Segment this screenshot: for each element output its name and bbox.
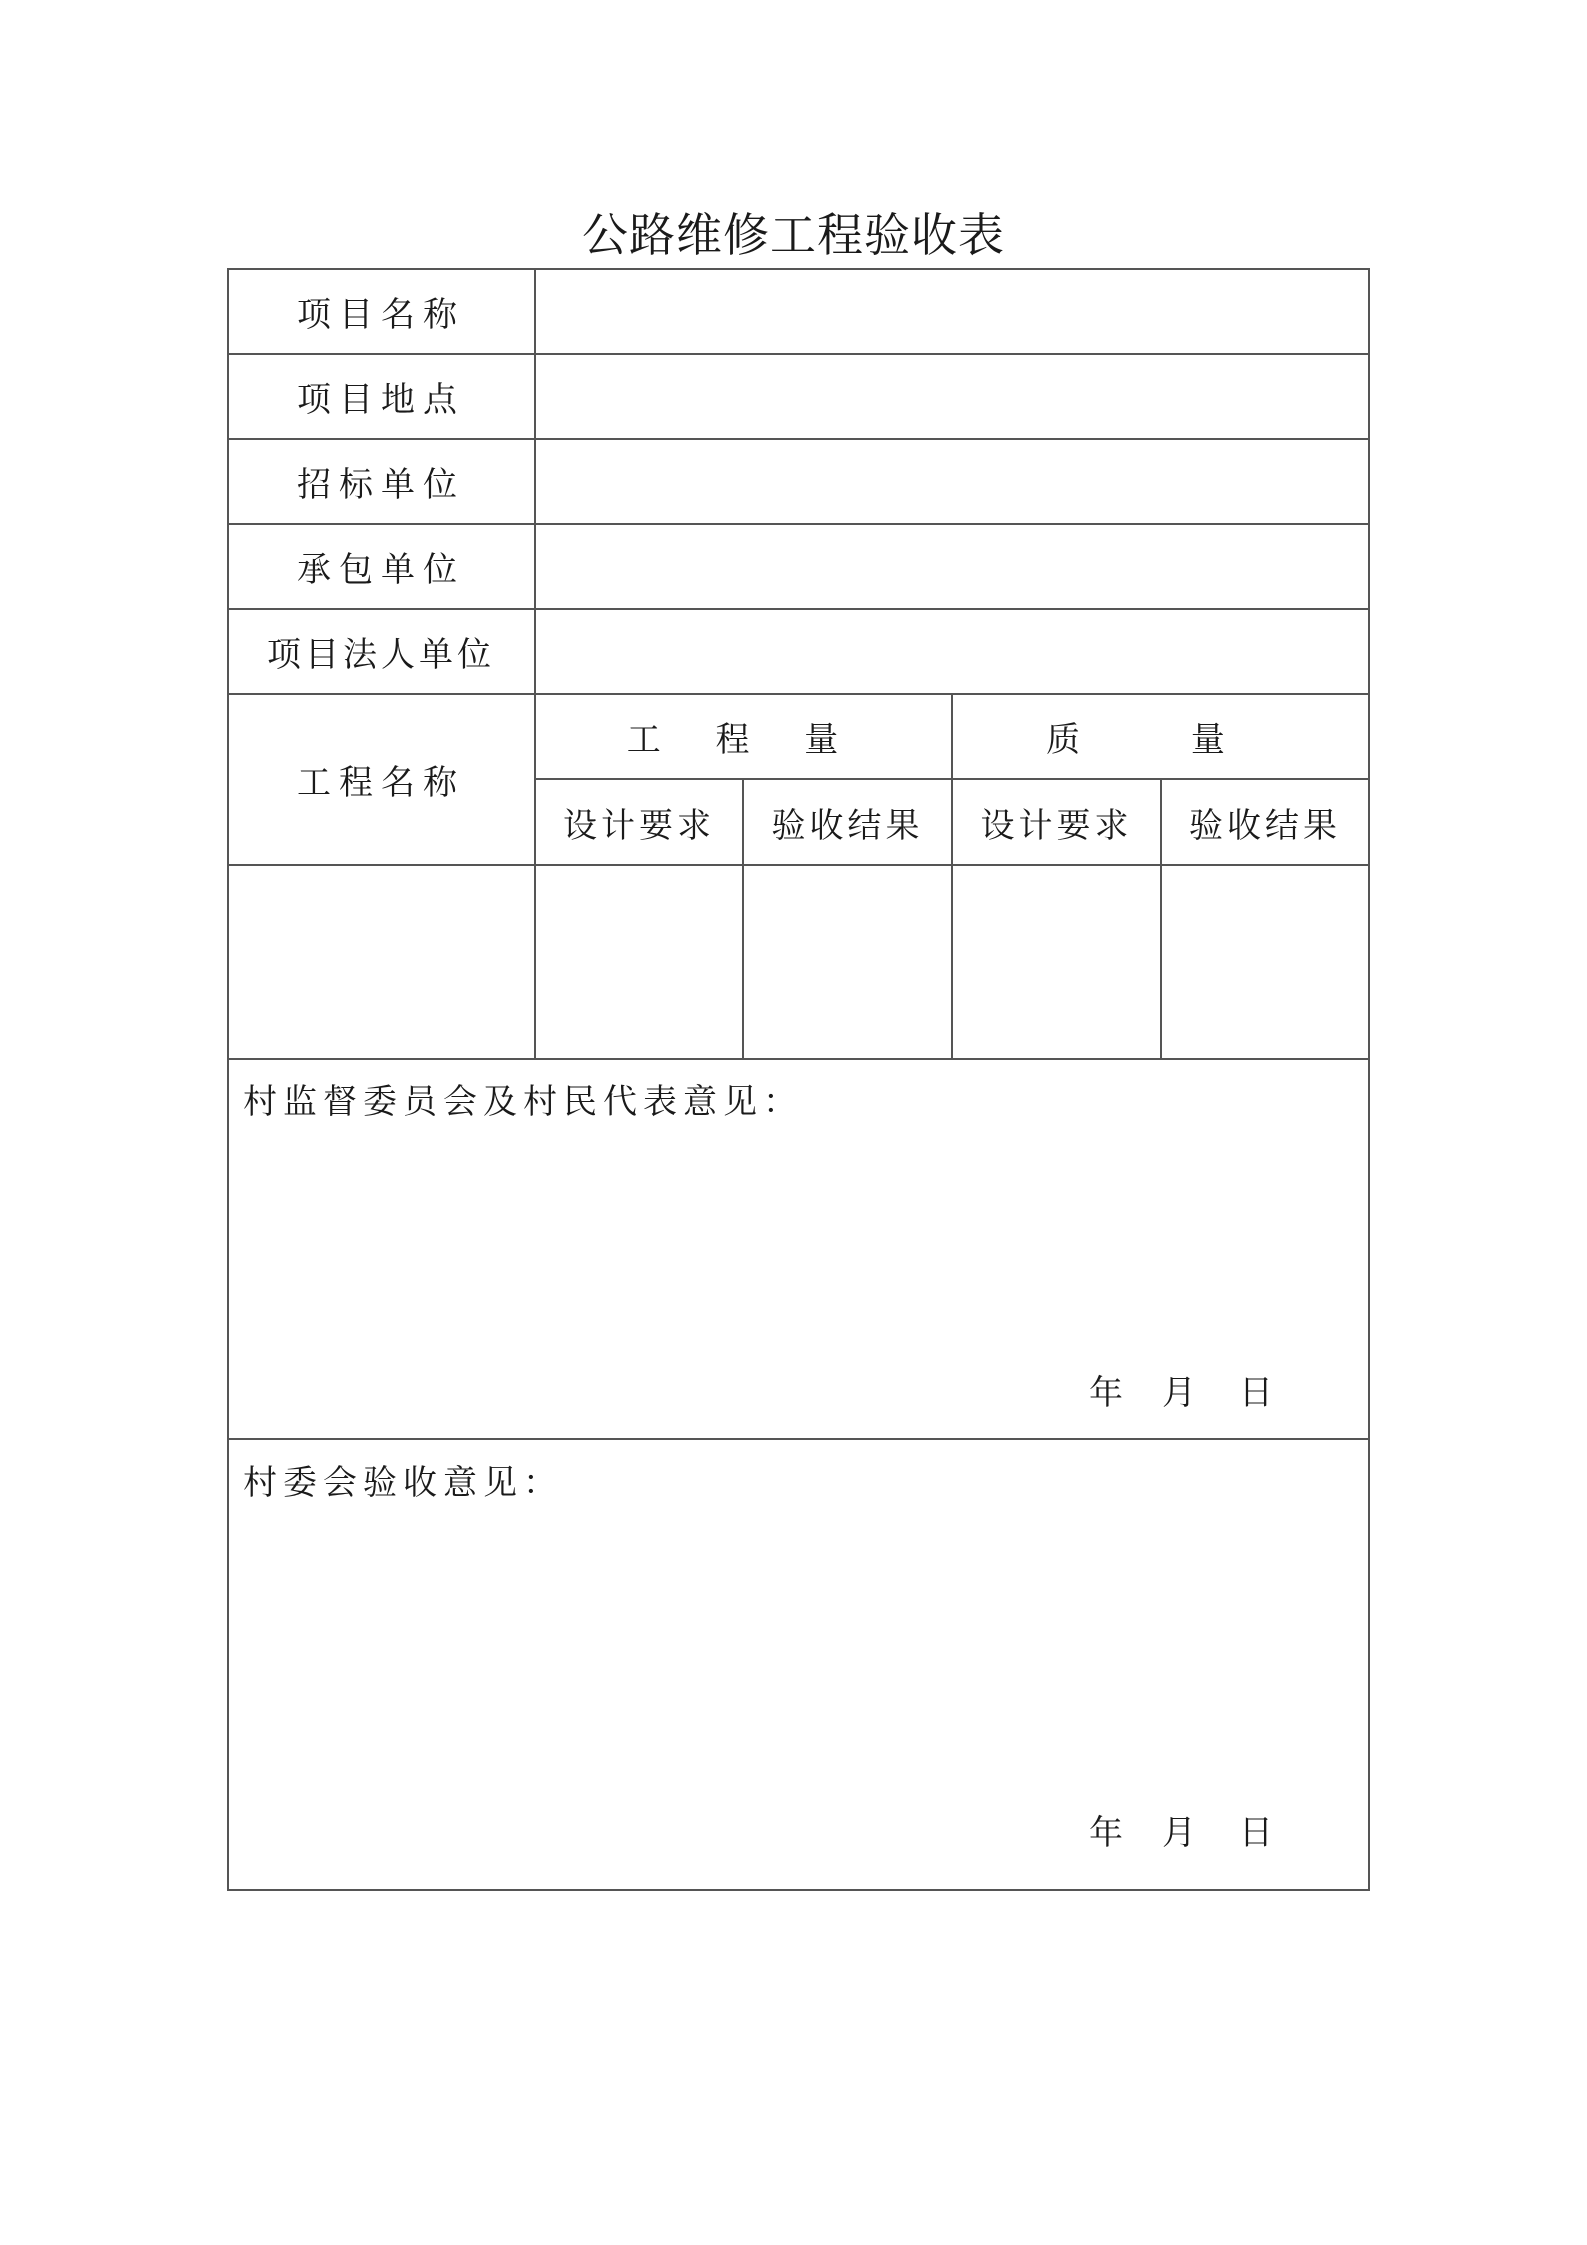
field-input-tendering-unit[interactable] — [536, 440, 1368, 523]
table-border-right — [1368, 268, 1370, 1891]
acceptance-form-table — [227, 268, 1370, 1891]
field-input-contractor[interactable] — [536, 525, 1368, 608]
row-divider — [227, 1438, 1370, 1440]
field-label-contractor: 承包单位 — [297, 550, 465, 590]
village-committee-opinion-area[interactable] — [229, 1508, 1368, 1878]
opinion-1-month-label: 月 — [1162, 1373, 1196, 1413]
quantity-design-cell[interactable] — [536, 866, 742, 1058]
quality-result-cell[interactable] — [1162, 866, 1368, 1058]
field-input-project-name[interactable] — [536, 270, 1368, 353]
field-input-legal-entity[interactable] — [536, 610, 1368, 693]
opinion-2-year-label: 年 — [1089, 1813, 1123, 1853]
quantity-acceptance-result-header: 验收结果 — [771, 805, 924, 846]
engineering-name-header: 工程名称 — [297, 763, 465, 803]
quality-design-requirement-header: 设计要求 — [980, 805, 1133, 846]
row-divider — [227, 1058, 1370, 1060]
table-border-bottom — [227, 1889, 1370, 1891]
supervision-committee-opinion-area[interactable] — [229, 1128, 1368, 1428]
quality-acceptance-result-header: 验收结果 — [1189, 805, 1341, 846]
opinion-1-day-label: 日 — [1239, 1373, 1273, 1413]
quantity-header: 工 程 量 — [626, 720, 861, 760]
field-label-tendering-unit: 招标单位 — [297, 465, 465, 505]
field-label-legal-entity: 项目法人单位 — [267, 635, 495, 675]
quantity-design-requirement-header: 设计要求 — [563, 805, 715, 846]
opinion-1-year-label: 年 — [1089, 1373, 1123, 1413]
village-committee-opinion-label: 村委会验收意见： — [243, 1463, 563, 1503]
field-label-project-location: 项目地点 — [297, 380, 465, 420]
field-label-project-name: 项目名称 — [297, 295, 465, 335]
opinion-2-month-label: 月 — [1162, 1813, 1196, 1853]
opinion-2-day-label: 日 — [1239, 1813, 1273, 1853]
quality-header: 质 量 — [1046, 720, 1275, 760]
page-title: 公路维修工程验收表 — [582, 208, 1005, 262]
quantity-result-cell[interactable] — [744, 866, 951, 1058]
engineering-name-cell[interactable] — [229, 866, 534, 1058]
quality-design-cell[interactable] — [953, 866, 1160, 1058]
field-input-project-location[interactable] — [536, 355, 1368, 438]
supervision-committee-opinion-label: 村监督委员会及村民代表意见： — [243, 1082, 803, 1122]
